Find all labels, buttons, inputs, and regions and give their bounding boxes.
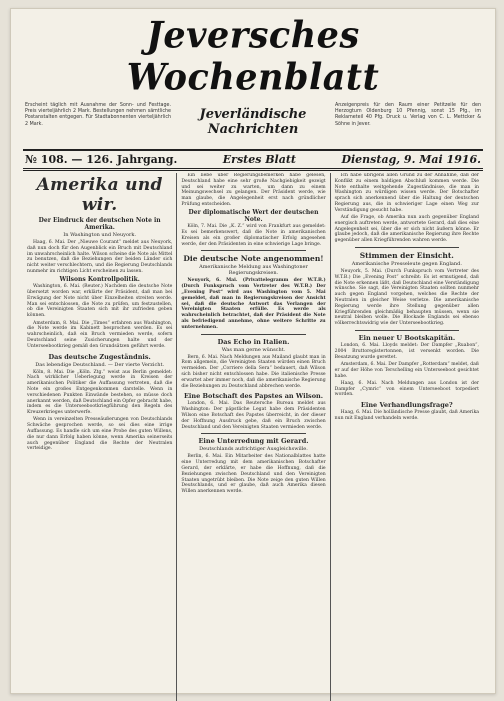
subscription-info: Erscheint täglich mit Ausnahme der Sonn- und Festtage. Preis vierteljährlich 2 Mark. Bestellungen nehmen sämtliche Postanstalten entgegen. Für Stadtabonnenten vierteljährlich 2 Mark. — [25, 103, 171, 127]
section-heading: Das deutsche Zugeständnis. — [48, 352, 151, 361]
section-heading: Die deutsche Note angenommen! — [183, 254, 324, 264]
section-subhead: Der diplomatische Wert der deutschen Note. — [188, 209, 319, 224]
newspaper-page — [10, 8, 496, 694]
masthead-subtitle — [173, 101, 333, 145]
dateline-rule-top — [23, 168, 483, 169]
article-paragraph: Wenn in vereinzelten Presseäußerungen von Deutschlands Schwäche gesprochen werde, so sei dies eine irrige Auffassung. Es handle sich um eine Probe des guten Willens, die nur dann Erfolg haben könne, wenn Amerika seinerseits auch gegenüber England die Rechte der Neutralen verteidige. — [27, 417, 173, 452]
section-subhead: Amerikanische Presseleute gegen England. — [351, 261, 462, 268]
edition-label: Erstes Blatt — [222, 152, 297, 166]
dateline — [23, 151, 483, 167]
section-divider — [355, 247, 459, 248]
section-heading: Ein neuer U Bootskapitän. — [358, 334, 456, 343]
section-heading: Stimmen der Einsicht. — [359, 251, 454, 261]
subtitle-line-2: Nachrichten — [207, 122, 299, 137]
column-3 — [330, 173, 483, 701]
section-subhead: Deutschlands aufrichtiger Ausgleichswille. — [199, 446, 308, 453]
section-heading: Das Echo in Italien. — [217, 337, 290, 346]
article-paragraph: Neuyork, 5. Mai. (Durch Funkspruch vom Vertreter des W.T.B.) Die „Evening Post“ schreibt: Es ist ermutigend, daß die Note erkennen läßt, daß Deutschland eine Verständigung wünsche. Sie sagt, die Vereinigten Staaten sollten nunmehr auch gegen England vorgehen, welches die Rechte der Neutralen in gleicher Weise verletze. Die amerikanische Regierung werde ihre Stellung gegenüber allen Kriegführenden gleichmäßig behaupten müssen, wenn sie neutral bleiben wolle. Die Blockade Englands sei ebenso völkerrechtswidrig wie der Unterseebootkrieg. — [334, 269, 479, 327]
section-subhead: Das lebendige Deutschland. — Der vierte Verzicht. — [35, 361, 165, 368]
dateline-rule-bottom — [23, 170, 483, 171]
issue-number: № 108. — 126. Jahrgang. — [25, 152, 178, 166]
section-divider — [201, 334, 305, 335]
article-paragraph: Ein liebe über Regierungsbemerken habe gelesen, Deutschland habe eine sehr große Nachgiebigkeit gezeigt und sei weiter zu warten, um dann zu einem Meinungswechsel zu gelangen. Der Präsident werde, wie man glaube, die Angelegenheit erst nach gründlicher Prüfung entscheiden. — [181, 173, 326, 207]
article-paragraph: Amsterdam, 6. Mai. Der Dampfer „Rotterdam“ meldet, daß er auf der Höhe von Terschelling ein Unterseeboot gesichtet habe. — [334, 361, 479, 379]
masthead-title: Jeversches Wochenblatt — [126, 13, 380, 99]
masthead-subheader — [23, 101, 483, 145]
article-paragraph: Ich habe übrigens allen Grund zu der Annahme, daß der Konflikt zu einem baldigen Abschluß kommen werde. Die Note enthalte weitgehende Zugeständnisse, die man in Washington zu würdigen wissen werde. Der Botschafter sprach sich anerkennend über die Haltung der deutschen Regierung aus, die in schwieriger Lage einen Weg zur Verständigung gesucht habe. — [334, 173, 479, 213]
article-paragraph: Neuyork, 6. Mai. (Privattelegramm der W.T.B.) (Durch Funkspruch vom Vertreter des W.T.B.) Der „Evening Post“ wird aus Washington vom 5. Mai gemeldet, daß man in Regierungskreisen der Ansicht sei, daß die deutsche Antwort das Verlangen der Vereinigten Staaten erfülle. Es werde als wahrscheinlich betrachtet, daß der Präsident die Note als befriedigend annehme, ohne weitere Schritte zu unternehmen. — [181, 278, 326, 330]
article-paragraph: Washington, 6. Mai. (Reuter.) Nachdem die deutsche Note übersetzt worden war, erklärte der Präsident, daß man bei Erwägung der Note nicht über Einzelheiten streiten werde. Man sei entschlossen, die Note zu prüfen, um festzustellen, ob die Vereinigten Staaten sich mit ihr zufrieden geben können. — [27, 284, 173, 319]
article-paragraph: Köln, 7. Mai. Die „K. Z.“ wird von Frankfurt aus gemeldet: Es sei bemerkenswert, daß die Note in amerikanischen Kreisen als ein großer diplomatischer Erfolg angesehen werde, der den Präsidenten in eine schwierige Lage bringe. — [181, 224, 326, 247]
section-divider — [201, 250, 305, 251]
section-subhead: Amerikanische Meldung aus Washingtoner Regierungskreisen. — [199, 264, 308, 277]
article-paragraph: Berlin, 6. Mai. Ein Mitarbeiter des Nationalblattes hatte eine Unterredung mit dem amerikanischen Botschafter Gerard, der erklärte, er habe die Hoffnung, daß die Beziehungen zwischen Deutschland und den Vereinigten Staaten ungetrübt bleiben. Die Note zeige den guten Willen Deutschlands, und er glaube, daß auch Amerika diesen Willen anerkennen werde. — [181, 454, 326, 495]
section-subhead: Wilsons Kontrollpolitik. — [59, 276, 140, 284]
section-divider — [201, 433, 305, 434]
column-1 — [23, 173, 176, 701]
article-columns — [23, 173, 483, 701]
section-divider — [355, 330, 459, 331]
article-paragraph: Amsterdam, 8. Mai. Die „Times“ erfahren aus Washington, die Note werde im Kabinett besprochen werden. Es sei wahrscheinlich, daß ein Bruch vermieden werde, sofern Deutschland seine Zusicherungen halte und der Unterseebootkrieg gemäß den Grundsätzen geführt werde. — [27, 320, 173, 349]
column-2 — [176, 173, 329, 701]
article-paragraph: Haag, 6. Mai. Die holländische Presse glaubt, daß Amerika nun mit England verhandeln werde. — [334, 410, 479, 421]
section-heading: Eine Verhandlungsfrage? — [360, 401, 453, 410]
subtitle-line-1: Jeverländische — [199, 107, 307, 122]
section-heading: Eine Botschaft des Papstes an Wilson. — [183, 392, 324, 401]
article-paragraph: Haag, 6. Mai. Nach Meldungen aus London ist der Dampfer „Cymric“ von einem Unterseeboot torpediert worden. — [334, 380, 479, 398]
main-headline: Amerika und wir. — [36, 175, 163, 215]
article-paragraph: London, 6. Mai. Lloyds meldet: Der Dampfer „Ruabon“, 2004 Bruttoregistertonnen, ist versenkt worden. Die Besatzung wurde gerettet. — [334, 343, 479, 360]
issue-date: Dienstag, 9. Mai 1916. — [341, 152, 481, 166]
advertising-info: Anzeigenpreis für den Raum einer Petitzeile für den Herzogtum Oldenburg 10 Pfennig, sonst 15 Pfg., im Reklameteil 40 Pfg. Druck u. Verlag von C. L. Mettcker & Söhne in Jever. — [335, 103, 481, 127]
article-paragraph: London, 6. Mai. Das Reutersche Bureau meldet aus Washington: Der päpstliche Legat habe dem Präsidenten Wilson eine Botschaft des Papstes überreicht, in der dieser der Hoffnung Ausdruck gebe, daß ein Bruch zwischen Deutschland und den Vereinigten Staaten vermieden werde. — [181, 401, 326, 430]
section-subhead: Was man gerne wünscht. — [221, 346, 286, 353]
headline-sub: Der Eindruck der deutschen Note in Amerika. — [38, 217, 161, 231]
article-paragraph: Köln, 8. Mai. Die „Köln. Ztg.“ weist aus Berlin gemeldet: Nach wirklicher Ueberlegung werde in Kreisen der amerikanischen Politiker die Auffassung vertreten, daß die Note ein großes Entgegenkommen darstelle. Wenn in verschiedenen Punkten Einwände bestehen, so müsse doch anerkannt werden, daß Deutschland ein Opfer gebracht habe, indem es die Unterseebootkriegführung den Regeln des Kreuzerkrieges unterwerfe. — [27, 369, 173, 416]
article-paragraph: Auf die Frage, ob Amerika nun auch gegenüber England energisch auftreten werde, antwortete Gerard, daß dies eine Angelegenheit sei, über die er sich nicht äußern könne. Er glaube jedoch, daß die amerikanische Regierung ihre Rechte gegenüber allen Kriegführenden wahren werde. — [334, 215, 479, 244]
dateline-sub: In Washington und Neuyork. — [63, 232, 137, 238]
section-heading: Eine Unterredung mit Gerard. — [198, 437, 309, 446]
article-paragraph: Bern, 6. Mai. Nach Meldungen aus Mailand glaubt man in Rom allgemein, die Vereinigten Staaten würden einen Bruch vermeiden. Der „Corriere della Sera“ bedauert, daß Wilson sich bisher nicht entschlossen habe. Die italienische Presse erwartet aber immer noch, daß die amerikanische Regierung die Beziehungen zu Deutschland abbrechen werde. — [181, 354, 326, 389]
article-paragraph: Haag, 6. Mai. Der „Nieuwe Courant“ meldet aus Neuyork, daß nun doch für den Augenblick ein Bruch mit Deutschland im unwahrscheinlich halte. Wilson scheine die Note als Mittel zu benutzen, daß die Beziehungen der beiden Länder sich nicht weiter verschlechtern, und die Regierung Deutschlands nunmehr im richtigen Licht erscheinen zu lassen. — [27, 240, 173, 274]
